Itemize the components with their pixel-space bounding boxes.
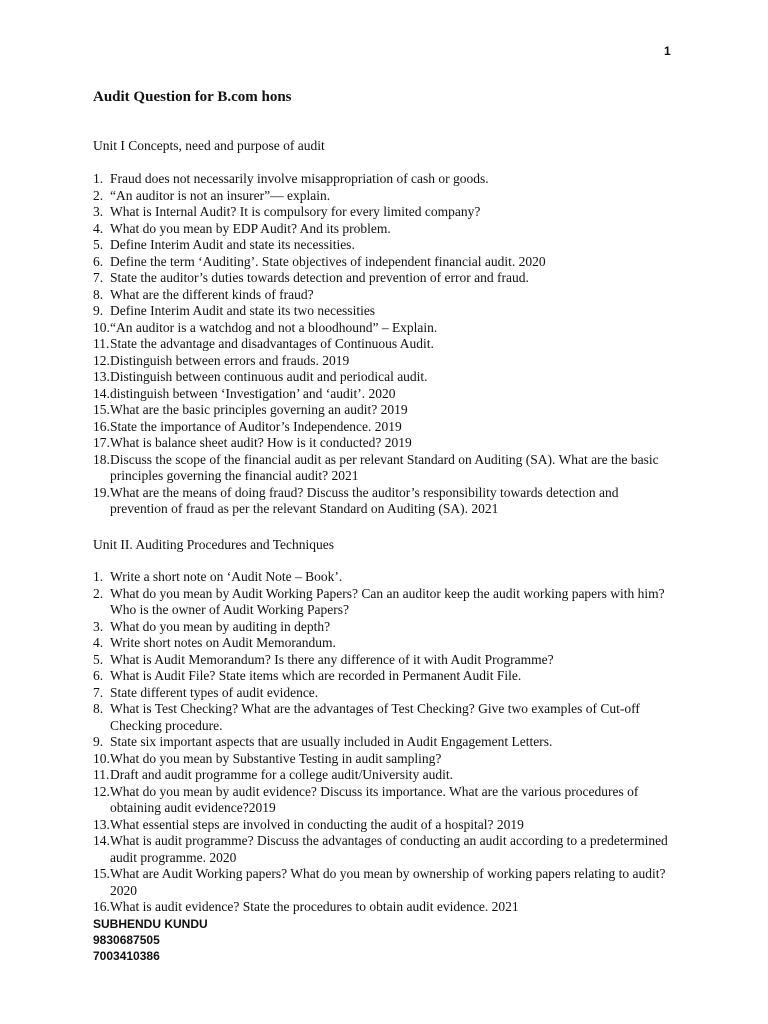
question-number: 7. [93,684,104,700]
question-text: distinguish between ‘Investigation’ and ‘audit’. 2020 [110,385,396,401]
question-number: 2. [93,585,104,601]
question-item [93,171,673,188]
question-text: State different types of audit evidence. [110,684,319,700]
question-number: 10. [93,319,110,335]
question-item [93,336,673,353]
question-number: 9. [93,303,104,318]
question-number: 10. [93,750,110,766]
question-text: What is Audit File? State items which are recorded in Permanent Audit File. [110,668,522,683]
author-phone-2: 7003410386 [93,949,160,963]
question-text: What is Test Checking? What are the advantages of Test Checking? Give two examples of Cut-off Checking procedure. [110,701,640,733]
question-text: What is balance sheet audit? How is it conducted? 2019 [110,435,412,450]
question-text: What are Audit Working papers? What do you mean by ownership of working papers relating to audit? 2020 [110,866,666,898]
question-text: “An auditor is a watchdog and not a bloodhound” – Explain. [110,319,438,335]
question-number: 6. [93,668,104,683]
question-number: 1. [93,569,104,584]
question-text: What do you mean by EDP Audit? And its problem. [110,220,391,236]
question-text: Write short notes on Audit Memorandum. [110,635,336,650]
question-text: What do you mean by auditing in depth? [110,618,331,634]
author-name: SUBHENDU KUNDU [93,917,208,931]
question-item [93,668,673,685]
question-item [93,866,673,899]
question-item [93,435,673,452]
question-text: Define the term ‘Auditing’. State objectives of independent financial audit. 2020 [110,253,546,269]
question-item [93,899,673,916]
question-item [93,254,673,271]
question-number: 14. [93,833,110,848]
question-text: Define Interim Audit and state its necessities. [110,237,355,252]
question-item [93,619,673,636]
page-number: 1 [664,44,671,58]
question-item [93,402,673,419]
question-number: 13. [93,369,110,384]
question-number: 2. [93,187,104,203]
question-text: What are the means of doing fraud? Discuss the auditor’s responsibility towards detection and prevention of fraud as per the relevant Standard on Auditing (SA). 2021 [110,484,619,516]
question-text: What do you mean by Substantive Testing in audit sampling? [110,750,442,766]
question-text: What essential steps are involved in conducting the audit of a hospital? 2019 [110,816,524,832]
question-text: Define Interim Audit and state its two necessities [110,303,376,318]
question-number: 11. [93,336,110,351]
question-item [93,652,673,669]
question-text: State the auditor’s duties towards detection and prevention of error and fraud. [110,270,529,285]
question-number: 11. [93,767,110,782]
question-text: Draft and audit programme for a college audit/University audit. [110,767,454,782]
question-number: 16. [93,899,110,914]
question-text: State the importance of Auditor’s Independence. 2019 [110,418,402,434]
question-number: 4. [93,635,104,650]
question-item [93,303,673,320]
question-number: 1. [93,171,104,186]
question-number: 14. [93,385,110,401]
question-number: 18. [93,451,110,467]
question-item [93,701,673,734]
question-item [93,485,673,518]
question-item [93,767,673,784]
question-text: What are the different kinds of fraud? [110,286,314,302]
question-text: Discuss the scope of the financial audit as per relevant Standard on Auditing (SA). What are the basic principles governing the financial audit? 2021 [110,451,659,483]
question-number: 13. [93,816,110,832]
unit-1-question-list [93,171,673,518]
question-item [93,386,673,403]
question-number: 15. [93,402,110,417]
question-number: 17. [93,435,110,450]
question-number: 15. [93,866,110,881]
question-item [93,204,673,221]
question-item [93,685,673,702]
question-item [93,270,673,287]
unit-2-question-list [93,569,673,916]
unit-1-heading: Unit I Concepts, need and purpose of audit [93,138,325,153]
question-text: What is Internal Audit? It is compulsory for every limited company? [110,204,481,219]
question-text: Fraud does not necessarily involve misappropriation of cash or goods. [110,171,489,186]
question-text: State six important aspects that are usually included in Audit Engagement Letters. [110,734,553,749]
question-item [93,569,673,586]
question-number: 7. [93,270,104,285]
question-number: 19. [93,484,110,500]
question-item [93,635,673,652]
question-number: 12. [93,783,110,799]
question-item [93,221,673,238]
question-number: 3. [93,204,104,219]
question-number: 12. [93,352,110,368]
question-item [93,833,673,866]
question-text: What is audit programme? Discuss the advantages of conducting an audit according to a predetermined audit programme. 2020 [110,833,668,865]
question-number: 5. [93,237,104,252]
document-title: Audit Question for B.com hons [93,89,292,105]
question-text: What do you mean by Audit Working Papers? Can an auditor keep the audit working papers with him? Who is the owner of Audit Working Papers? [110,585,665,617]
author-phone-1: 9830687505 [93,933,160,947]
question-text: “An auditor is not an insurer”— explain. [110,187,331,203]
question-item [93,817,673,834]
question-number: 4. [93,220,104,236]
question-item [93,188,673,205]
question-item [93,734,673,751]
question-text: Write a short note on ‘Audit Note – Book’. [110,569,343,584]
question-number: 9. [93,734,104,749]
question-number: 3. [93,618,104,634]
question-item [93,751,673,768]
question-text: What are the basic principles governing an audit? 2019 [110,402,408,417]
question-text: Distinguish between continuous audit and periodical audit. [110,369,428,384]
question-number: 5. [93,651,104,667]
question-number: 16. [93,418,110,434]
question-text: Distinguish between errors and frauds. 2019 [110,352,350,368]
question-item [93,320,673,337]
author-block [93,916,208,964]
question-item [93,452,673,485]
question-item [93,369,673,386]
question-item [93,419,673,436]
question-text: What is audit evidence? State the procedures to obtain audit evidence. 2021 [110,899,519,914]
question-number: 8. [93,286,104,302]
question-number: 8. [93,701,104,716]
question-item [93,784,673,817]
question-text: What is Audit Memorandum? Is there any difference of it with Audit Programme? [110,651,554,667]
question-text: What do you mean by audit evidence? Discuss its importance. What are the various procedures of obtaining audit evidence?2019 [110,783,639,815]
question-item [93,586,673,619]
question-number: 6. [93,253,104,269]
question-text: State the advantage and disadvantages of Continuous Audit. [110,336,434,351]
question-item [93,237,673,254]
question-item [93,353,673,370]
unit-2-heading: Unit II. Auditing Procedures and Techniques [93,537,335,552]
question-item [93,287,673,304]
